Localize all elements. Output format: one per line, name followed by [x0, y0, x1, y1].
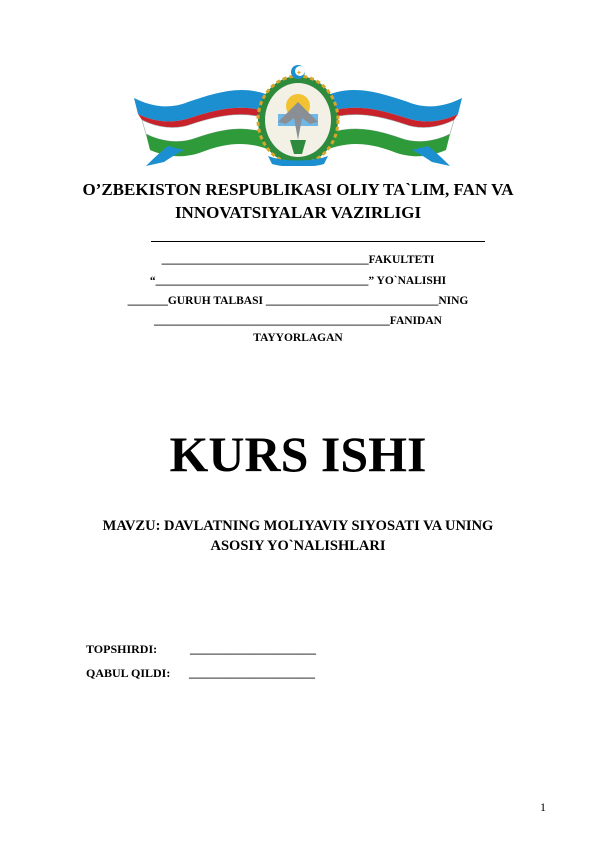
left-flag-ribbon — [134, 90, 278, 166]
accepted-blank: _____________________ — [189, 666, 315, 680]
right-flag-ribbon — [318, 90, 462, 166]
svg-text:✦: ✦ — [296, 69, 302, 77]
topic-line-1: MAVZU: DAVLATNING MOLIYAVIY SIYOSATI VA UNING — [102, 518, 494, 534]
submitted-blank: _____________________ — [190, 642, 316, 656]
state-emblem-icon — [128, 62, 468, 166]
topic-line-2: ASOSIY YO`NALISHLARI — [210, 538, 386, 554]
document-title: KURS ISHI — [169, 426, 427, 482]
blank-rule-line — [151, 241, 485, 242]
emblem-wreath — [258, 65, 338, 166]
ministry-line-1: O’ZBEKISTON RESPUBLIKASI OLIY TA`LIM, FAN VA — [82, 180, 514, 199]
submitted-label: TOPSHIRDI: — [86, 642, 158, 656]
group-line: _______GURUH TALBASI ______________________________NING — [127, 295, 469, 307]
submitted-field — [86, 642, 316, 656]
direction-line: “_____________________________________” YO`NALISHI — [149, 275, 447, 287]
page-number: 1 — [540, 800, 546, 814]
topic — [0, 516, 596, 556]
ministry-name — [0, 178, 596, 224]
faculty-line: ____________________________________FAKULTETI — [161, 254, 435, 266]
prepared-label: TAYYORLAGAN — [253, 332, 343, 344]
accepted-label: QABUL QILDI: — [86, 666, 171, 680]
subject-line: _________________________________________FANIDAN — [154, 315, 442, 327]
accepted-field — [86, 666, 315, 680]
ministry-line-2: INNOVATSIYALAR VAZIRLIGI — [174, 203, 422, 222]
